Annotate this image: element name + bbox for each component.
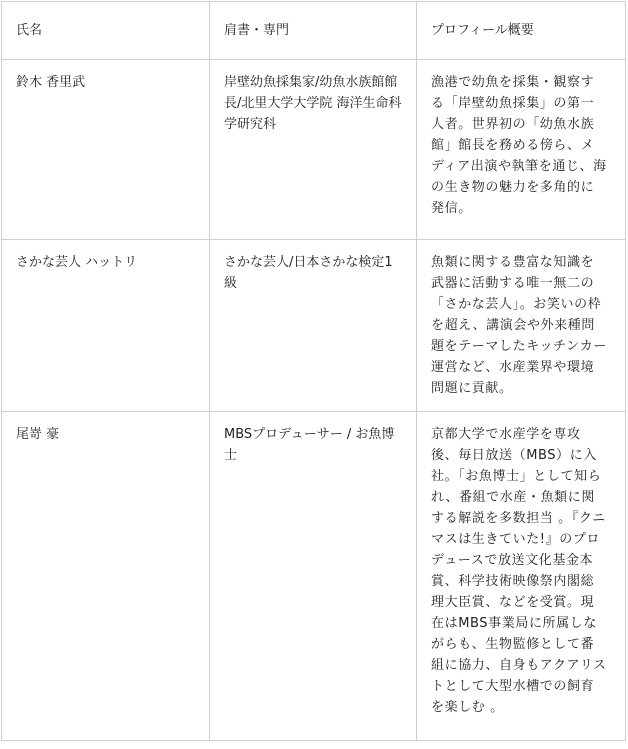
table-header-row xyxy=(2,2,626,60)
cell-summary: 京都大学で水産学を専攻後、毎日放送（MBS）に入社。「お魚博士」として知られ、番組で水産・魚類に関する解説を多数担当 。『クニマスは生きていた!』のプロデュースで放送文化基金本賞、科学技術映像祭内閣総理大臣賞、などを受賞。現在はMBS事業局に所属しながらも、生物監修として番組に協力、自身もアクアリストとして大型水槽での飼育を楽しむ 。 xyxy=(417,412,626,741)
header-name: 氏名 xyxy=(2,2,210,60)
table-row xyxy=(2,240,626,412)
cell-title: MBSプロデューサー / お魚博士 xyxy=(210,412,417,741)
cell-name: 尾嵜 豪 xyxy=(2,412,210,741)
header-profile-summary: プロフィール概要 xyxy=(417,2,626,60)
header-title-specialty: 肩書・専門 xyxy=(210,2,417,60)
cell-summary: 魚類に関する豊富な知識を武器に活動する唯一無二の「さかな芸人」。お笑いの枠を超え、講演会や外来種問題をテーマしたキッチンカー運営など、水産業界や環境問題に貢献。 xyxy=(417,240,626,412)
profile-table xyxy=(1,1,626,741)
cell-title: さかな芸人/日本さかな検定1級 xyxy=(210,240,417,412)
cell-name: さかな芸人 ハットリ xyxy=(2,240,210,412)
table-row xyxy=(2,412,626,741)
cell-summary: 漁港で幼魚を採集・観察する「岸壁幼魚採集」の第一人者。世界初の「幼魚水族館」館長を務める傍ら、メディア出演や執筆を通じ、海の生き物の魅力を多角的に発信。 xyxy=(417,60,626,240)
table-row xyxy=(2,60,626,240)
cell-name: 鈴木 香里武 xyxy=(2,60,210,240)
cell-title: 岸壁幼魚採集家/幼魚水族館館長/北里大学大学院 海洋生命科学研究科 xyxy=(210,60,417,240)
